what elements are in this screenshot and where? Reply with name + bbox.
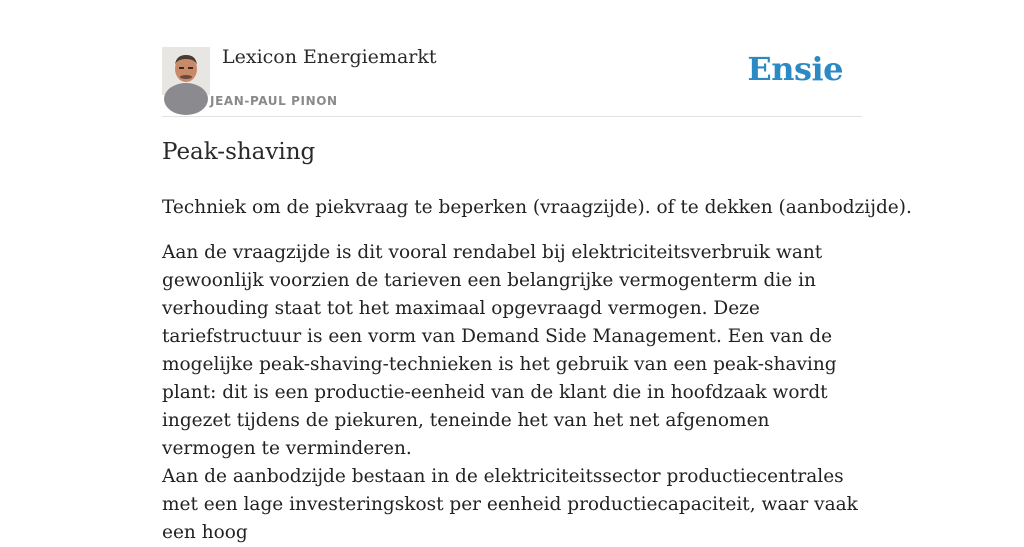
avatar-photo-icon <box>162 47 210 95</box>
author-name[interactable]: JEAN-PAUL PINON <box>210 94 338 108</box>
article-container <box>162 0 912 543</box>
body-paragraph: Aan de aanbodzijde bestaan in de elektriciteitssector productiecentrales met een lage investeringskost per eenheid productiecapaciteit, waar vaak een hoog <box>162 466 858 543</box>
body-paragraph: Aan de vraagzijde is dit vooral rendabel bij elektriciteitsverbruik want gewoonlijk voorzien de tarieven een belangrijke vermogenterm die in verhouding staat tot het maximaal opgevraagd vermogen. Deze tariefstructuur is een vorm van Demand Side Management. Een van de mogelijke peak-shaving-technieken is het gebruik van een peak-shaving plant: dit is een productie-eenheid van de klant die in hoofdzaak wordt ingezet tijdens de piekuren, teneinde het van het net afgenomen vermogen te verminderen. <box>162 242 837 459</box>
brand-logo[interactable]: Ensie <box>747 50 843 88</box>
author-avatar[interactable] <box>162 47 210 95</box>
header <box>162 0 862 117</box>
definition-text: Techniek om de piekvraag te beperken (vraagzijde). of te dekken (aanbodzijde). <box>162 197 912 218</box>
lexicon-title[interactable]: Lexicon Energiemarkt <box>222 46 437 68</box>
page-title: Peak-shaving <box>162 139 316 165</box>
